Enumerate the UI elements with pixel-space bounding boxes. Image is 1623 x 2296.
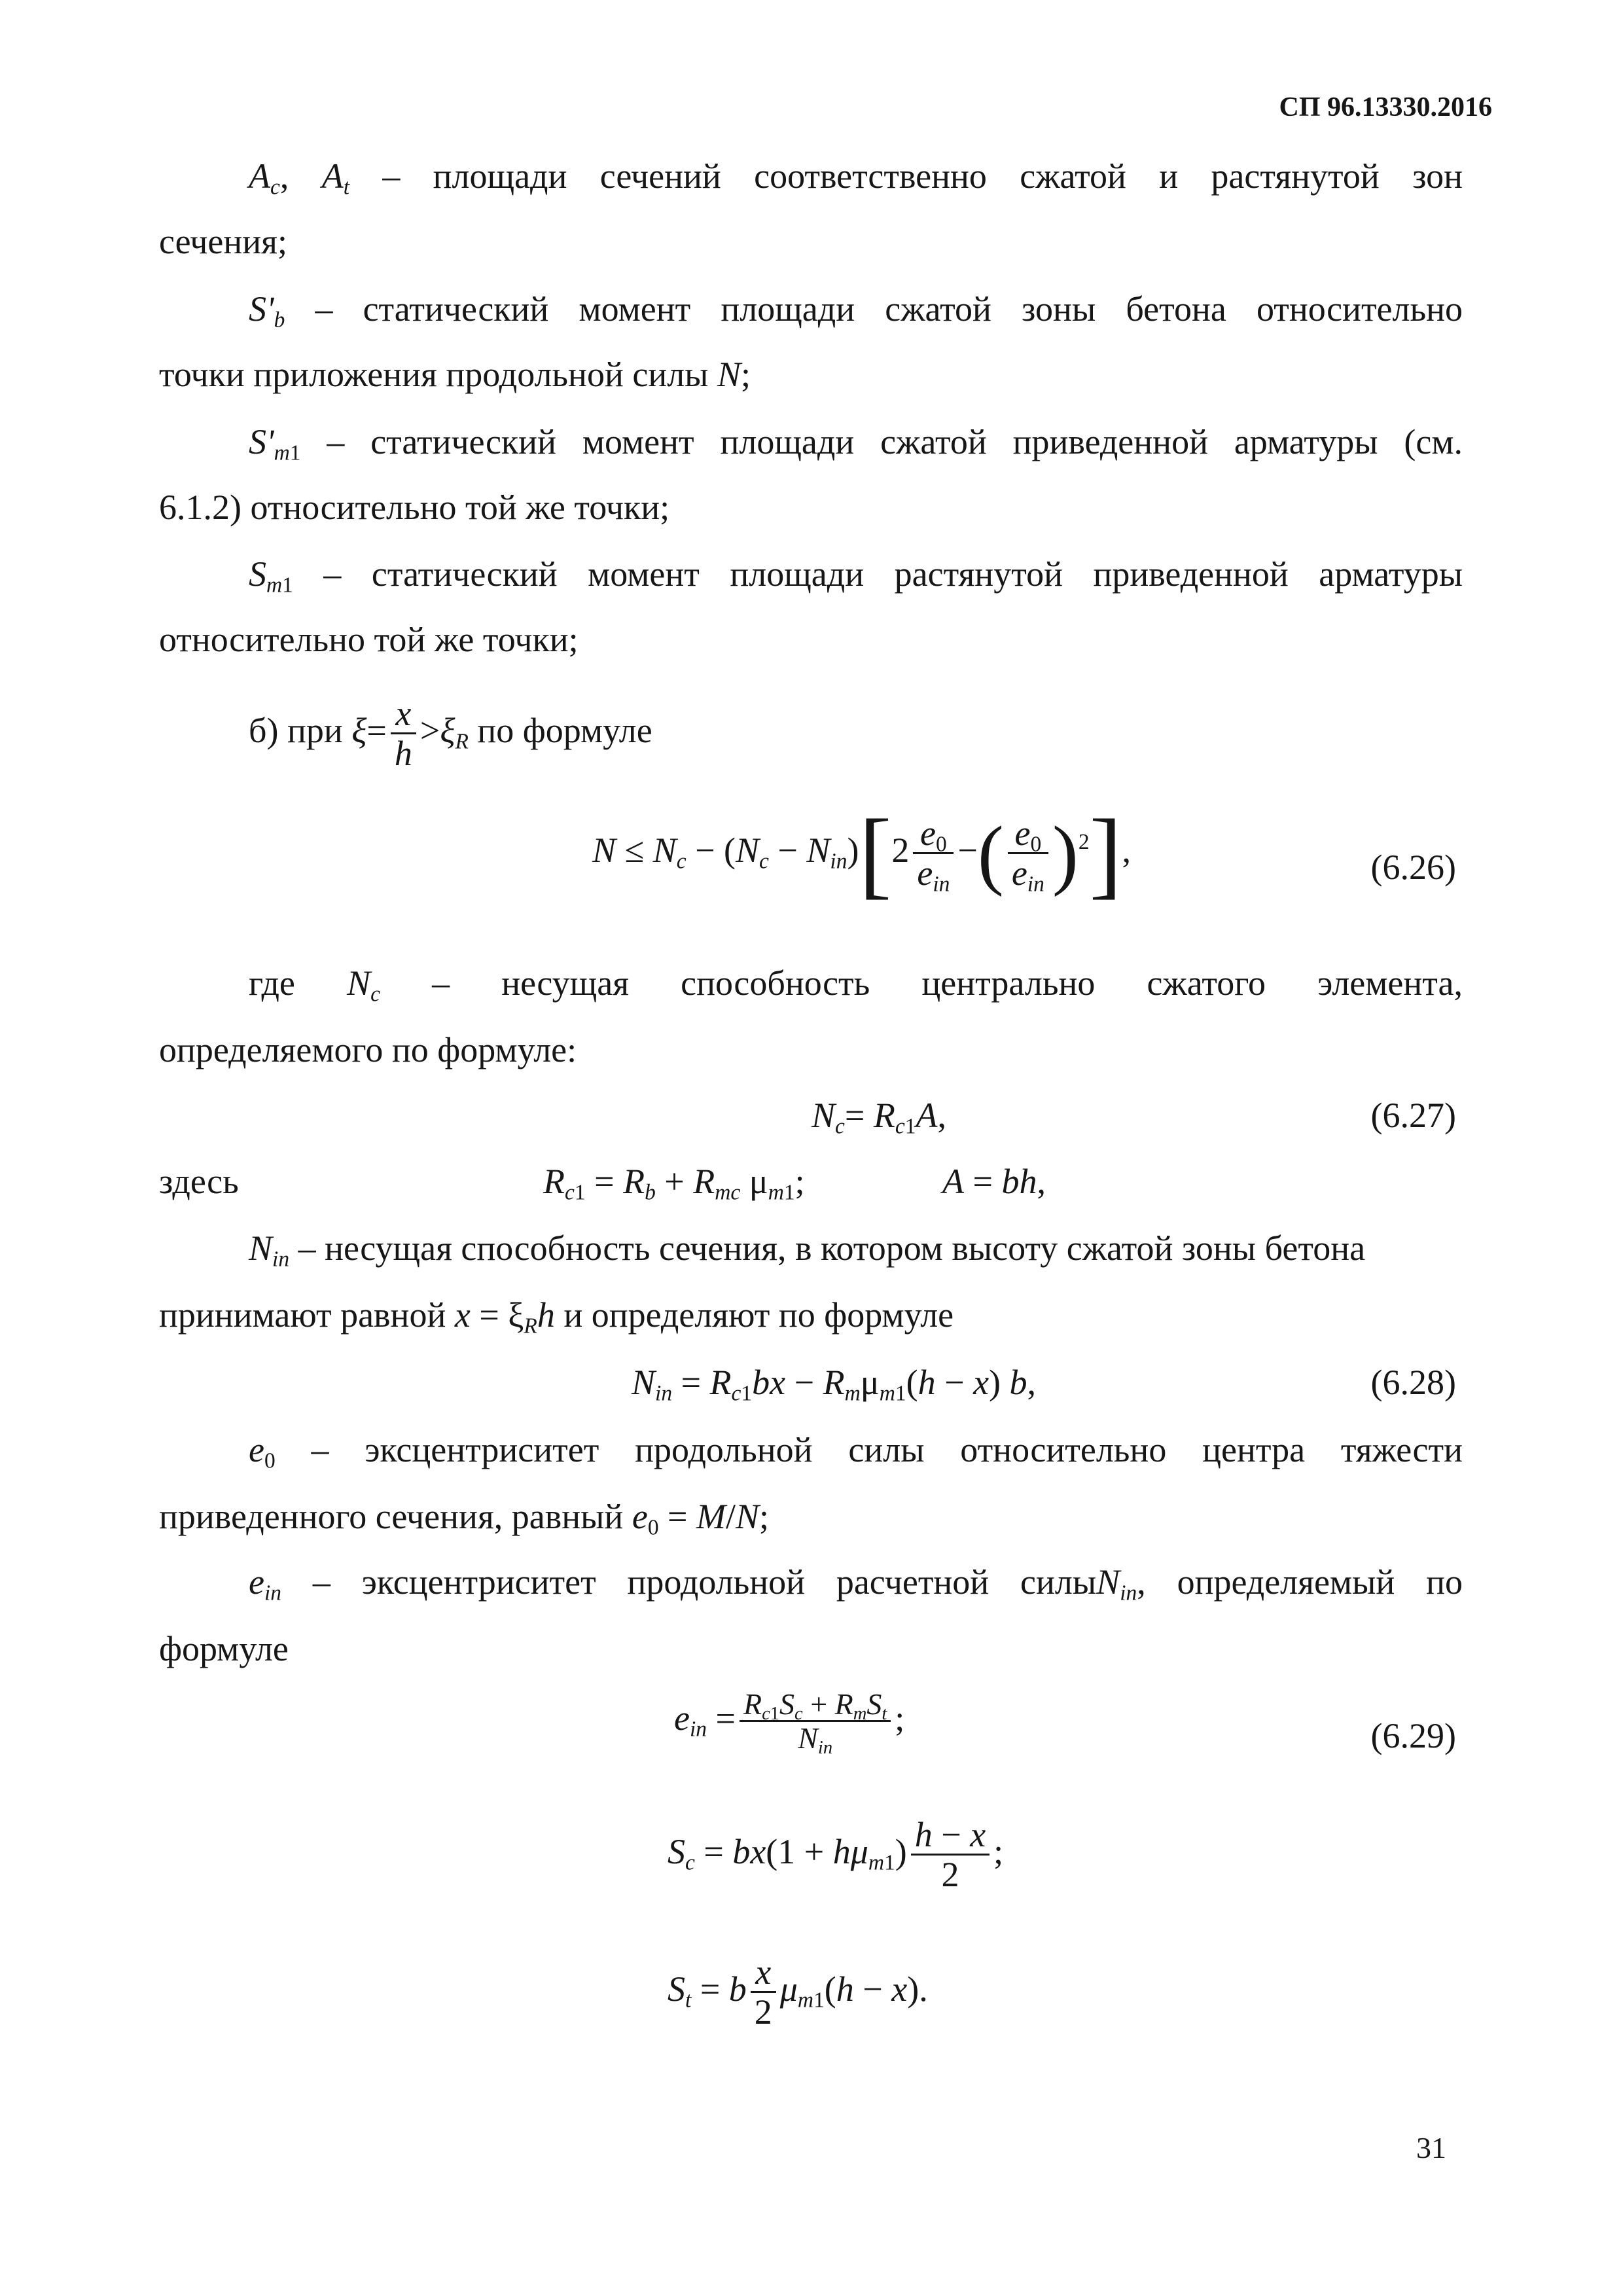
- definition-sm1-line2: относительно той же точки;: [159, 620, 579, 659]
- document-code-header: СП 96.13330.2016: [1279, 92, 1492, 122]
- definition-ein-line1: $e_{in}$ – эксцентриситет продольной расчетной силыN$_{in}$, определяемый по: [249, 1562, 1463, 1605]
- equation-number-6-26: (6.26): [1370, 848, 1456, 887]
- formula-area: A = bh,: [942, 1162, 1046, 1201]
- definition-ac-at-line2: сечения;: [159, 222, 288, 261]
- equation-number-6-28: (6.28): [1370, 1363, 1456, 1402]
- definition-nin-line1: $N_{in}$ – несущая способность сечения, в котором высоту сжатой зоны бетона: [249, 1229, 1366, 1272]
- equation-number-6-29: (6.29): [1370, 1716, 1456, 1755]
- here-label: здесь: [159, 1162, 239, 1201]
- formula-rc1: $R_{c1} = R_b + R_{mc}$ $\mu_{m1}$;: [543, 1162, 805, 1205]
- definition-e0-line1: $e_0$ – эксцентриситет продольной силы относительно центра тяжести: [249, 1430, 1463, 1473]
- equation-number-6-27: (6.27): [1370, 1096, 1456, 1135]
- definition-nc-line1: где $N_c$ – несущая способность центрально сжатого элемента,: [249, 963, 1463, 1007]
- formula-6-26: $N \le N_c - (N_c - N_{in})[2$ $\frac{e_0}{e_{in}}$ −( $\frac{e_0}{e_{in}}$ )$^2$],: [592, 799, 1131, 908]
- definition-e0-line2: приведенного сечения, равный $e_0 = M/N$;: [159, 1497, 770, 1540]
- formula-6-28: $N_{in} = R_{c1}bx - R_m\mu_{m1}(h - x)$ b,: [632, 1363, 1037, 1406]
- definition-ac-at-line1: $A_c$, $A_t$ – площади сечений соответственно сжатой и растянутой зон: [249, 156, 1463, 200]
- definition-sb-line1: $S'_b$ – статический момент площади сжатой зоны бетона относительно: [249, 289, 1463, 332]
- definition-sb-line2: точки приложения продольной силы N;: [159, 355, 751, 394]
- definition-ein-line2: формуле: [159, 1629, 289, 1668]
- definition-nc-line2: определяемого по формуле:: [159, 1030, 577, 1069]
- definition-sm1-line1: $S_{m1}$ – статический момент площади растянутой приведенной арматуры: [249, 554, 1463, 598]
- formula-st: $S_t = b$ $\frac{x}{2}$ $\mu_{m1}(h - x)$.: [668, 1952, 928, 2032]
- formula-6-29: $e_{in}$ = $\frac{R_{c1}S_c + R_mS_t}{N_{in}}$ ;: [674, 1687, 905, 1759]
- formula-6-27: $N_c= R_{c1}A$,: [812, 1096, 946, 1139]
- page-number: 31: [1416, 2131, 1446, 2164]
- definition-sm1-prime-line2: 6.1.2) относительно той же точки;: [159, 488, 670, 527]
- case-b-condition: б) при ξ= $\frac{x}{h}$ $>\xi_R$ по формуле: [249, 694, 652, 773]
- definition-nin-line2: принимают равной $x = \xi_Rh$ и определяют по формуле: [159, 1295, 954, 1338]
- formula-sc: $S_c = bx(1 + h\mu_{m1})$ $\frac{h - x}{2}$ ;: [668, 1815, 1004, 1894]
- definition-sm1-prime-line1: $S'_{m1}$ – статический момент площади сжатой приведенной арматуры (см.: [249, 422, 1463, 465]
